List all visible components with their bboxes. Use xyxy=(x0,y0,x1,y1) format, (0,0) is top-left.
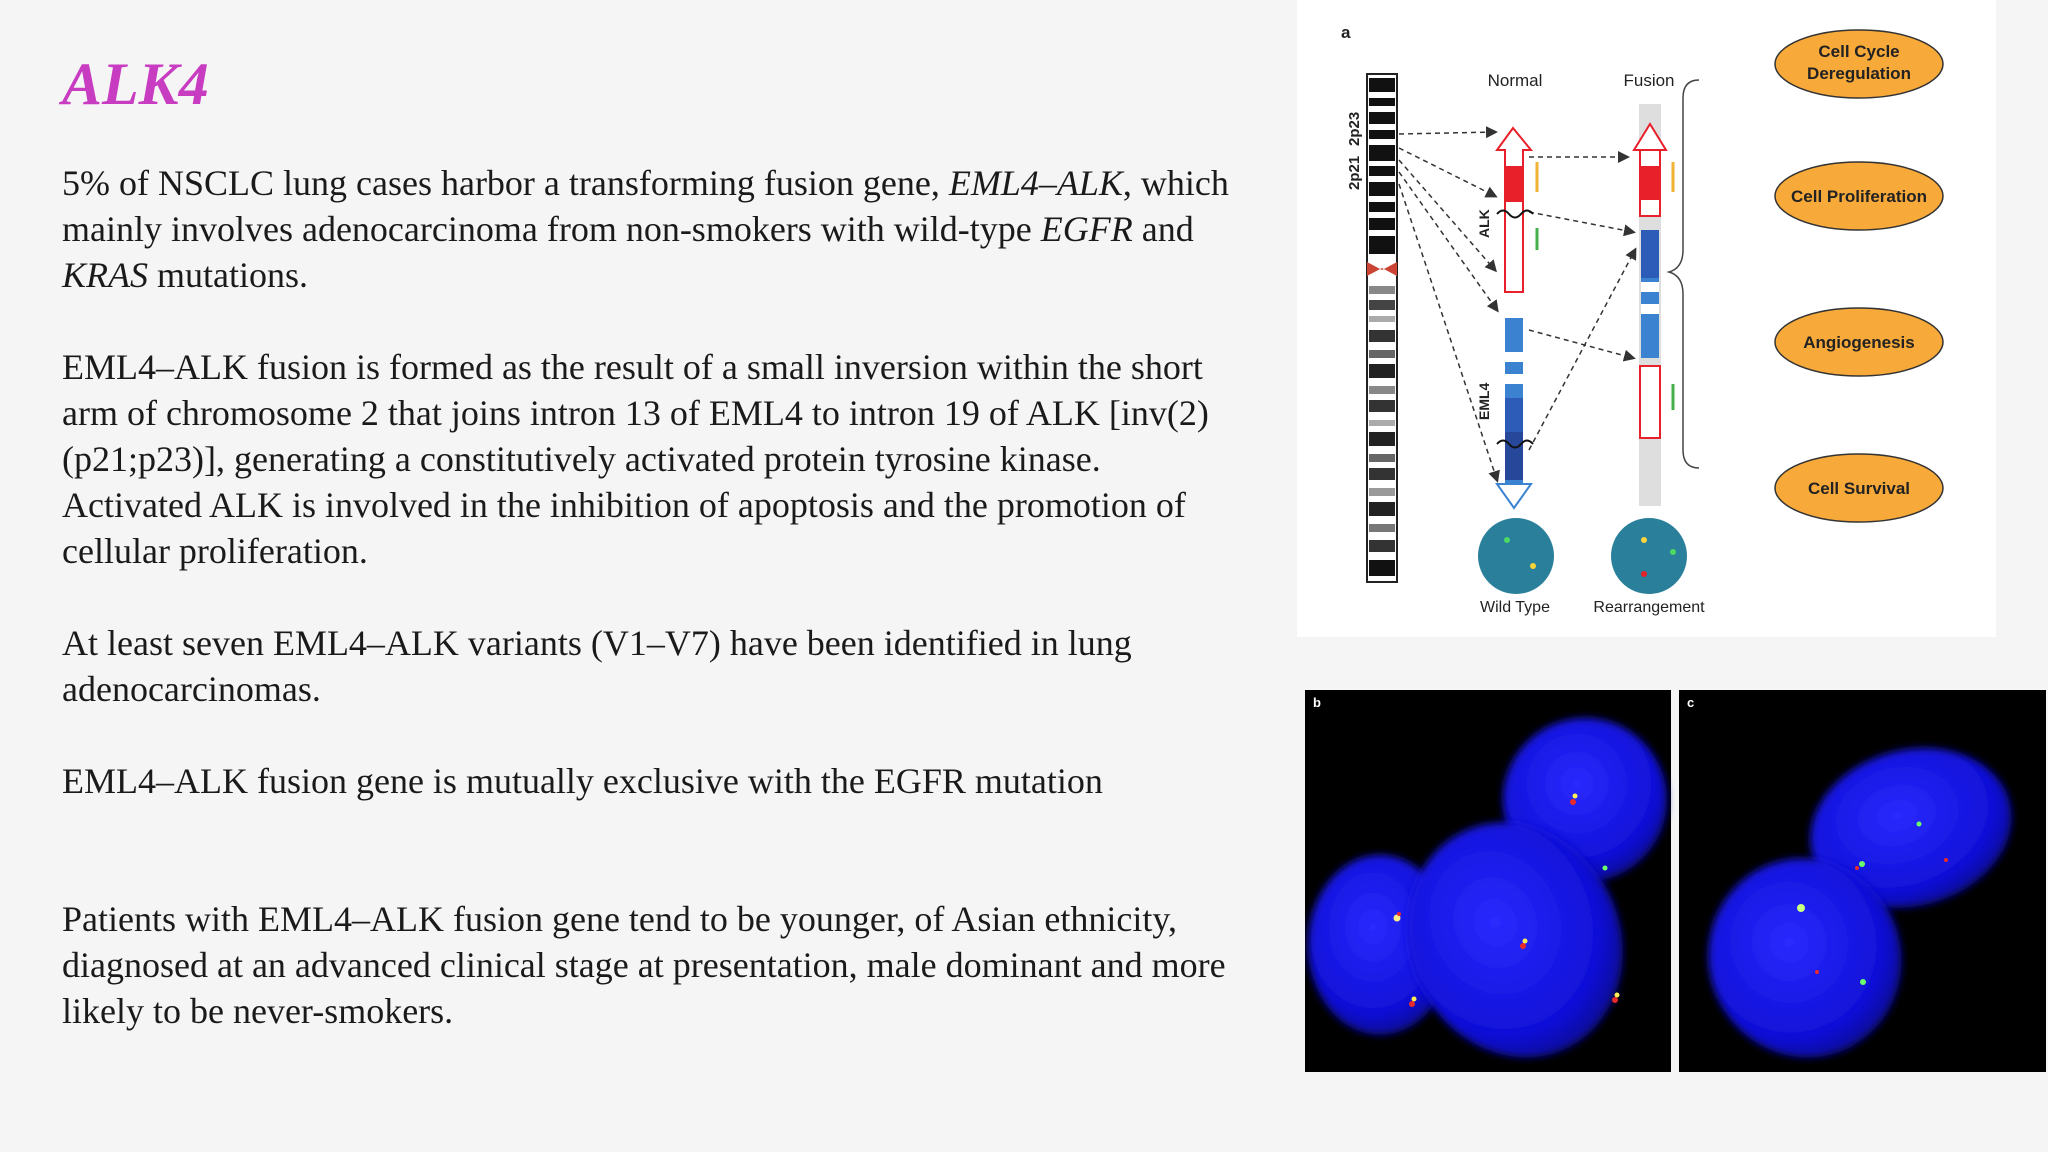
outcome-cell-cycle-deregulation xyxy=(1775,30,1943,98)
fish-panel-b xyxy=(1305,690,1671,1072)
outcome-label: Cell Proliferation xyxy=(1790,187,1928,206)
eml4-label: EML4 xyxy=(1476,382,1492,420)
column-fusion-label: Fusion xyxy=(1623,71,1675,90)
panel-letter-c: c xyxy=(1687,695,1695,710)
slide-body xyxy=(62,160,1242,1034)
gene-name-kras: KRAS xyxy=(62,255,148,295)
gene-name-eml4-alk: EML4–ALK xyxy=(948,163,1123,203)
column-normal-label: Normal xyxy=(1487,71,1543,90)
outcome-label: Cell Survival xyxy=(1807,479,1911,498)
nucleus-wild-type xyxy=(1478,518,1554,594)
outcome-label: Angiogenesis xyxy=(1803,333,1915,352)
figure-a-schematic xyxy=(1297,0,1996,637)
text-run: , which mainly involves adenocarcinoma from non-smokers with wild-type xyxy=(62,163,1229,249)
outcome-label: Cell Cycle xyxy=(1818,42,1900,61)
paragraph-inversion: EML4–ALK fusion is formed as the result of a small inversion within the short arm of chromosome 2 that joins intron 13 of EML4 to intron 19 of ALK [inv(2)(p21;p23)], generating a constitutively activated protein tyrosine kinase. Activated ALK is involved in the inhibition of apoptosis and the promotion of cellular proliferation. xyxy=(62,347,1209,571)
outcome-label: Deregulation xyxy=(1807,64,1911,83)
panel-letter-b: b xyxy=(1313,695,1321,710)
alk-label: ALK xyxy=(1476,209,1492,238)
outcome-cell-survival xyxy=(1775,454,1943,522)
normal-alk-gene xyxy=(1497,128,1537,292)
nucleus-rearrangement xyxy=(1611,518,1687,594)
gene-name-egfr: EGFR xyxy=(1040,209,1133,249)
text-run: mutations. xyxy=(148,255,308,295)
paragraph-patients: Patients with EML4–ALK fusion gene tend to be younger, of Asian ethnicity, diagnosed at an advanced clinical stage at presentation, male dominant and more likely to be never-smokers. xyxy=(62,899,1226,1031)
band-label-2p21: 2p21 xyxy=(1346,155,1363,190)
paragraph-variants: At least seven EML4–ALK variants (V1–V7) have been identified in lung adenocarcinomas. xyxy=(62,623,1132,709)
panel-letter-a: a xyxy=(1341,23,1351,42)
wild-type-label: Wild Type xyxy=(1480,599,1550,616)
paragraph-exclusive: EML4–ALK fusion gene is mutually exclusive with the EGFR mutation xyxy=(62,761,1103,801)
outcome-angiogenesis xyxy=(1775,308,1943,376)
outcome-cell-proliferation xyxy=(1775,162,1943,230)
chromosome-2-ideogram xyxy=(1367,74,1397,582)
slide-title: ALK4 xyxy=(62,51,209,117)
band-label-2p23: 2p23 xyxy=(1346,111,1363,146)
paragraph-fusion-intro xyxy=(62,160,1242,298)
text-run: 5% of NSCLC lung cases harbor a transforming fusion gene, xyxy=(62,163,949,203)
fusion-gene xyxy=(1634,104,1673,506)
rearrangement-label: Rearrangement xyxy=(1593,599,1705,616)
normal-eml4-gene xyxy=(1497,318,1533,508)
text-run: and xyxy=(1132,209,1194,249)
fish-panel-c xyxy=(1679,690,2046,1072)
fish-micrographs xyxy=(1305,690,2046,1072)
